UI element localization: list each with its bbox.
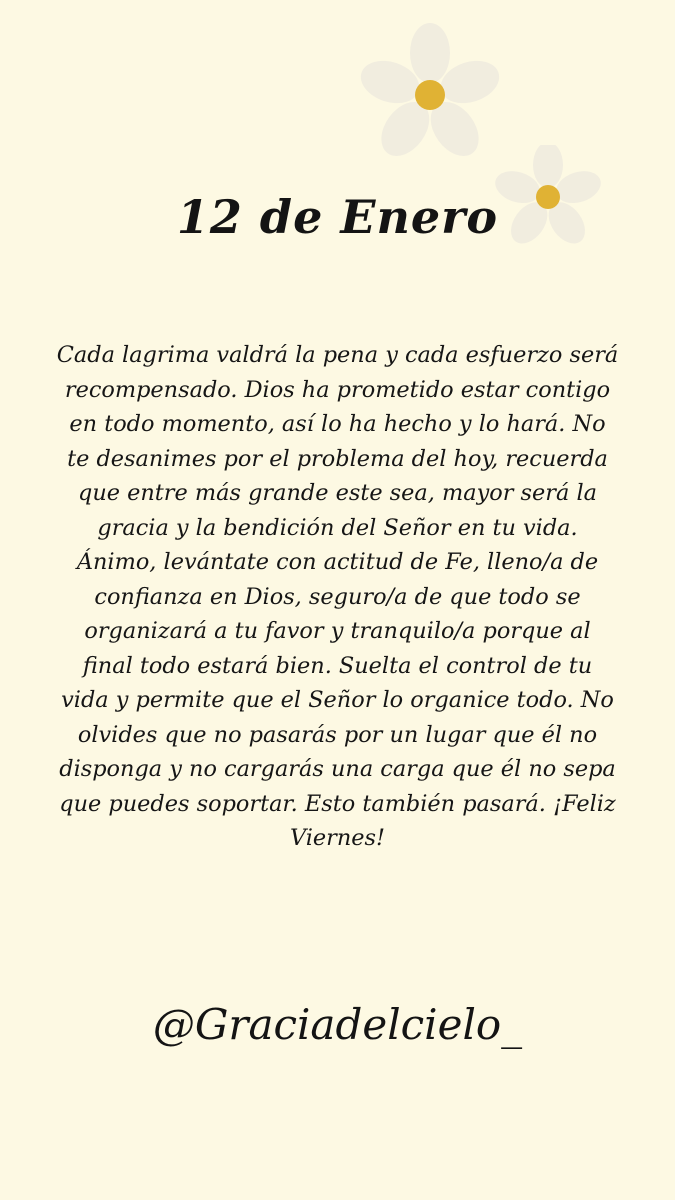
author-handle: @Graciadelcielo_ — [152, 1000, 523, 1049]
date-title: 12 de Enero — [176, 190, 499, 244]
devotional-message: Cada lagrima valdrá la pena y cada esfuerzo será recompensado. Dios ha prometido estar contigo en todo momento, así lo ha hecho y lo hará. No te desanimes por el problema del hoy, recuerda que entre más grande este sea, mayor será la gracia y la bendición del Señor en tu vida. Ánimo, levántate con actitud de Fe, lleno/a de confianza en Dios, seguro/a de que todo se organizará a tu favor y tranquilo/a porque al final todo estará bien. Suelta el control de tu vida y permite que el Señor lo organice todo. No olvides que no pasarás por un lugar que él no disponga y no cargarás una carga que él no sepa que puedes soportar. Esto también pasará. ¡Feliz Viernes! — [56, 342, 619, 851]
